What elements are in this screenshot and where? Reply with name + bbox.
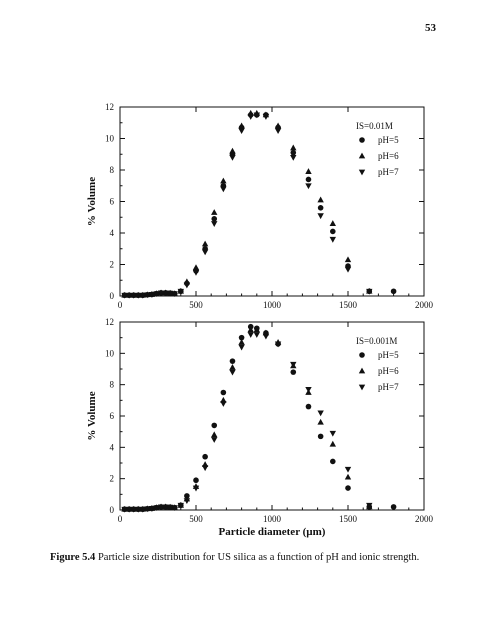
data-point-circle [306, 177, 312, 183]
data-point-triangle-down [345, 467, 351, 473]
data-point-triangle-up [345, 474, 351, 480]
legend-label: pH=7 [378, 167, 399, 177]
data-point-triangle-up [229, 364, 235, 370]
y-axis-label: % Volume [86, 176, 98, 227]
data-point-triangle-up [238, 123, 244, 129]
legend-label: pH=5 [378, 135, 399, 145]
data-point-triangle-down [330, 431, 336, 437]
legend-label: pH=7 [378, 382, 399, 392]
legend-marker [359, 137, 365, 143]
x-tick-label: 2000 [415, 514, 433, 524]
data-point-triangle-down [220, 401, 226, 407]
data-point-triangle-down [220, 187, 226, 193]
data-point-circle [345, 485, 351, 491]
data-point-triangle-down [248, 114, 254, 120]
legend-label: pH=6 [378, 151, 399, 161]
legend-title: IS=0.001M [356, 336, 398, 346]
y-tick-label: 6 [109, 196, 114, 207]
data-point-triangle-down [305, 387, 311, 393]
data-point-triangle-down [229, 370, 235, 376]
data-point-triangle-up [211, 209, 217, 215]
data-point-triangle-down [184, 283, 190, 289]
legend-marker [359, 352, 365, 358]
chart-panel-1 [86, 102, 434, 310]
data-point-circle [290, 150, 296, 156]
data-point-triangle-up [317, 197, 323, 203]
y-tick-label: 8 [109, 165, 114, 175]
x-tick-label: 0 [117, 514, 123, 524]
legend-title: IS=0.01M [356, 121, 393, 131]
data-point-triangle-up [202, 241, 208, 247]
data-point-circle [211, 216, 217, 222]
data-point-circle [391, 288, 397, 294]
x-tick-label: 1000 [263, 514, 281, 524]
x-tick-label: 500 [189, 514, 203, 524]
data-point-triangle-up [275, 123, 281, 129]
data-point-triangle-up [317, 419, 323, 425]
x-tick-label: 2000 [415, 300, 433, 310]
y-tick-label: 2 [109, 473, 114, 484]
data-point-triangle-down [263, 334, 269, 340]
data-point-triangle-down [193, 270, 199, 276]
y-tick-label: 0 [109, 505, 114, 515]
data-point-triangle-down [317, 213, 323, 219]
data-point-triangle-down [330, 237, 336, 243]
data-point-circle [202, 454, 208, 460]
y-tick-label: 4 [109, 228, 114, 238]
y-tick-label: 0 [109, 291, 114, 301]
legend-marker [359, 153, 365, 159]
x-tick-label: 1500 [339, 514, 357, 524]
data-point-triangle-up [193, 264, 199, 270]
x-tick-label: 500 [189, 300, 203, 310]
data-point-triangle-down [345, 267, 351, 273]
x-tick-label: 1500 [339, 300, 357, 310]
data-point-triangle-down [211, 437, 217, 443]
data-point-triangle-up [290, 145, 296, 151]
y-tick-label: 6 [109, 411, 114, 421]
figure-caption [50, 552, 480, 563]
page-number: 53 [425, 22, 436, 34]
data-point-circle [211, 423, 217, 429]
data-point-triangle-up [330, 220, 336, 226]
data-point-triangle-down [290, 155, 296, 161]
data-point-triangle-up [229, 148, 235, 154]
x-tick-label: 1000 [263, 300, 281, 310]
data-point-triangle-down [211, 221, 217, 227]
data-point-triangle-down [238, 345, 244, 351]
data-point-circle [290, 369, 296, 375]
data-point-triangle-down [275, 128, 281, 134]
x-axis-label: Particle diameter (µm) [218, 526, 326, 538]
data-point-triangle-down [317, 410, 323, 416]
data-point-triangle-up [211, 431, 217, 437]
data-point-triangle-up [238, 339, 244, 345]
data-point-circle [221, 390, 227, 396]
y-axis-label: % Volume [86, 391, 98, 441]
data-point-circle [193, 477, 199, 483]
data-point-triangle-down [305, 183, 311, 189]
data-point-circle [318, 205, 324, 211]
y-tick-label: 4 [109, 442, 114, 453]
data-point-triangle-down [238, 128, 244, 134]
y-tick-label: 12 [105, 317, 114, 327]
data-point-triangle-down [202, 250, 208, 256]
y-tick-label: 10 [105, 133, 114, 144]
data-point-circle [318, 434, 324, 440]
data-point-circle [330, 229, 336, 235]
y-tick-label: 12 [105, 102, 114, 112]
data-point-triangle-down [202, 465, 208, 471]
legend-label: pH=6 [378, 366, 399, 376]
legend-marker [359, 385, 365, 391]
x-tick-label: 0 [117, 300, 123, 310]
chart-panel-2 [86, 317, 434, 538]
data-point-triangle-down [229, 155, 235, 161]
y-tick-label: 8 [109, 379, 114, 390]
data-point-circle [230, 358, 236, 364]
data-point-circle [330, 459, 336, 465]
legend-marker [359, 170, 365, 176]
caption-label: Figure 5.4 [50, 552, 96, 563]
data-point-triangle-up [330, 441, 336, 447]
y-tick-label: 2 [109, 259, 114, 270]
data-point-triangle-down [248, 332, 254, 338]
data-point-circle [391, 504, 397, 510]
legend-label: pH=5 [378, 350, 399, 360]
y-tick-label: 10 [105, 348, 114, 359]
data-point-triangle-up [305, 168, 311, 174]
data-point-triangle-up [220, 178, 226, 184]
legend-marker [359, 368, 365, 374]
data-point-triangle-down [254, 332, 260, 338]
data-point-triangle-up [345, 256, 351, 262]
data-point-circle [306, 404, 312, 410]
caption-text: Particle size distribution for US silica as a function of pH and ionic strength. [97, 552, 420, 563]
